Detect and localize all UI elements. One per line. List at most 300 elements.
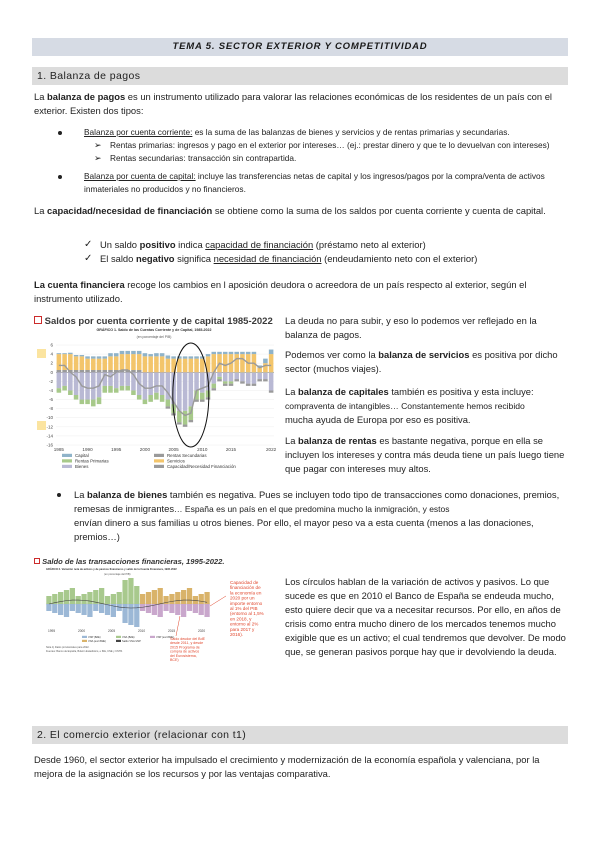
chart2-annotation-line: la economía en <box>230 590 262 596</box>
chart1-bar <box>217 372 222 377</box>
chart1-y-tick: -8 <box>48 406 53 412</box>
chart1-bar <box>120 351 125 354</box>
chart1-bar <box>217 352 222 354</box>
chart1-bar <box>229 384 234 386</box>
chart1-bar <box>206 390 211 397</box>
chart1-bar <box>183 411 188 425</box>
circles-paragraph: Los círculos hablan de la variación de activos y pasivos. Lo que sucede es que en 2010 el Banco de España se endeuda mucho, esto quiere decir que va a necesitar recursos. Por ello, en años de crisis como entra mucho dinero de los mercados tenemos mucho exigible que es un activo; el cual tendremos que devolver. De modo que, se generan pasivos porque hay que ir devolviendo la deuda. <box>285 576 566 657</box>
chart1-bar <box>166 359 171 373</box>
chart2-bar <box>146 604 151 613</box>
chart1-x-tick: 2015 <box>225 447 237 452</box>
chart2-annotation-line: 2015 Programa de <box>170 645 200 650</box>
chart2-bar <box>199 604 204 615</box>
chart2-bar <box>169 604 174 613</box>
chart1-bar <box>68 372 73 390</box>
chart2-bar <box>81 604 86 615</box>
chart1-bar <box>269 390 274 392</box>
bullet-cuenta-corriente: Balanza por cuenta corriente: es la suma de las balanzas de bienes y servicios y de rentas primarias y secundarias. <box>84 126 564 139</box>
chart1-bar <box>80 356 85 370</box>
chart1-bar <box>102 370 107 372</box>
chart1-bar <box>211 388 216 390</box>
chart1-x-tick: 2005 <box>168 447 179 452</box>
chart1-header: Saldos por cuenta corriente y de capital 1985-2022 <box>34 316 282 327</box>
chart1-bar <box>177 372 182 411</box>
check-icon: ✓ <box>84 253 93 264</box>
right-p4: La balanza de rentas es bastante negativa, porque en ella se incluyen los intereses y contra más deuda tiene un país luego tiene que pagar con intereses muy altos. <box>285 435 565 474</box>
chart1-bar <box>62 372 67 386</box>
chart1-bar <box>263 363 268 372</box>
chart1-bar <box>125 372 130 386</box>
chart1-bar <box>189 359 194 373</box>
chart2-x-tick: 2005 <box>108 629 116 633</box>
chart1-bar <box>234 352 239 354</box>
chart2-x-tick: 2000 <box>78 629 86 633</box>
chart1-bar <box>183 425 188 427</box>
bullet-dot-icon <box>57 493 61 497</box>
chart1-bar <box>234 354 239 372</box>
chart2-legend-label: VNA (BdE) <box>122 636 135 639</box>
chart1-bar <box>97 359 102 370</box>
chart1-bar <box>143 400 148 405</box>
chart1-bar <box>74 370 79 372</box>
chart1-x-tick: 2000 <box>139 447 151 452</box>
chart1-bar <box>194 372 199 390</box>
chart2-bar <box>99 604 104 613</box>
chart2-bar <box>169 594 174 604</box>
chart1-bar <box>131 390 136 395</box>
chart2-bar <box>87 604 92 617</box>
chart1-bar <box>102 356 107 358</box>
chart1-bar <box>120 386 125 391</box>
chart1-bar <box>62 386 67 391</box>
chart2-legend-label: VNP (BdE) <box>88 636 101 639</box>
chart2-bar <box>58 592 63 604</box>
chart1-bar <box>62 370 67 372</box>
chart1-bar <box>108 372 113 386</box>
chart1-bar <box>234 379 239 381</box>
chart2-bar <box>134 586 139 604</box>
chart2-bar <box>111 594 116 604</box>
chart2-annotation-arrow <box>210 596 226 606</box>
chart1-bar <box>148 395 153 402</box>
chart1-bar <box>148 356 153 372</box>
chart1-bar <box>177 422 182 424</box>
chart1-bar <box>57 354 62 370</box>
comercio-paragraph: Desde 1960, el sector exterior ha impulsado el crecimiento y modernización de la economía española y valenciana, por la mejora de la asignación se los recursos y por las ventajas comparativa. <box>34 754 540 779</box>
chart1-bar <box>131 351 136 354</box>
bullet-balanza-bienes: La balanza de bienes también es negativa. Pues se incluyen todo tipo de transacciones como donaciones, premios, remesas de inmigrantes… España es un país en el que predomina mucho la inmigración, y estos envían dinero a sus familias u otros bienes. Por ello, el mayor peso va a esta cuenta (menos a las donaciones, premios…) <box>74 488 568 544</box>
chart1-bar <box>108 356 113 370</box>
chart2-bar <box>128 604 133 625</box>
chart1-bar <box>183 359 188 373</box>
chart1-bar <box>246 352 251 354</box>
chart1-y-tick: -16 <box>46 442 53 448</box>
chart1-bar <box>171 356 176 358</box>
chart2-bar <box>105 604 110 615</box>
chart1-bar <box>57 372 62 388</box>
chart2-bar <box>70 604 75 611</box>
chart2-legend-label: VNA (excl.BdE) <box>88 640 106 643</box>
chart2-bar <box>175 592 180 604</box>
chart1-series-line <box>59 359 271 416</box>
chart2-annotation-line: (entorno al 1,5% <box>230 611 264 617</box>
intro-paragraph: La balanza de pagos es un instrumento utilizado para valorar las relaciones económicas de los residentes de un país con el exterior. Existen dos tipos: <box>34 91 553 116</box>
chart1-bar <box>97 356 102 358</box>
chart1-y-tick: 4 <box>50 351 53 357</box>
chart1-bar <box>183 372 188 411</box>
chart1-bar <box>57 370 62 372</box>
chart2-annotation-arrow <box>176 616 180 636</box>
chart1-bar <box>85 359 90 370</box>
chart1-bar <box>102 386 107 393</box>
chart2-bar <box>140 594 145 604</box>
chart2-bar <box>146 592 151 604</box>
chart1-bar <box>85 372 90 399</box>
chart2-bar <box>199 594 204 604</box>
chart1-bar <box>80 370 85 372</box>
chart1-bar <box>211 352 216 354</box>
section-heading-balanza: 1. Balanza de pagos <box>32 67 568 85</box>
chart1-bar <box>229 352 234 354</box>
chart1-bar <box>143 353 148 356</box>
chart1-legend-swatch <box>62 454 72 457</box>
chart2-bar <box>64 604 69 617</box>
chart1-bar <box>154 353 159 356</box>
chart1-bar <box>183 356 188 358</box>
subitem-rentas-secundarias: ➢ Rentas secundarias: transacción sin contrapartida. <box>94 153 297 163</box>
chart1-legend-label: Bienes <box>75 464 89 469</box>
chart1-bar <box>189 372 194 406</box>
chart1-bar <box>200 372 205 392</box>
chart1-legend-label: Rentas Secundarias <box>167 453 207 458</box>
chart1-bar <box>252 372 257 383</box>
chart2-bar <box>93 604 98 611</box>
chart1-bar <box>97 370 102 372</box>
chart1-plot <box>34 327 282 481</box>
financial-paragraph: La cuenta financiera recoge los cambios en l aposición deudora o acreedora de un país respecto al exterior, según el instrumento utilizado. <box>34 279 527 304</box>
chart1-bar <box>120 372 125 386</box>
chart2-annotation-bottom <box>170 637 206 662</box>
chart1-bar <box>263 372 268 379</box>
chart2-legend-swatch <box>82 636 87 638</box>
chart1-bar <box>257 372 262 379</box>
chart2-bar <box>64 590 69 604</box>
chart2-bar <box>181 604 186 617</box>
chart1-bar <box>74 355 79 356</box>
chart1-bar <box>263 379 268 381</box>
chart1-bar <box>108 386 113 393</box>
chart1-bar <box>74 395 79 400</box>
chart1-x-tick: 1985 <box>53 447 64 452</box>
chart2-bar <box>193 604 198 613</box>
chart2-bar <box>158 604 163 617</box>
chart1-bar <box>269 350 274 355</box>
chart2-bar <box>87 592 92 604</box>
chart2-x-tick: 2015 <box>168 629 176 633</box>
chart1-bar <box>206 397 211 399</box>
chart1-bar <box>189 356 194 358</box>
chart1-legend-swatch <box>62 465 72 468</box>
chart2-bar <box>105 596 110 604</box>
chart1-bar <box>91 359 96 370</box>
chart1-y-tick: -14 <box>46 433 53 439</box>
capacity-paragraph: La capacidad/necesidad de financiación se obtiene como la suma de los saldos por cuenta corriente y cuenta de capital. <box>34 205 546 216</box>
chart2-annotation-line: financiación de <box>230 585 261 591</box>
check-icon: ✓ <box>84 239 93 250</box>
chart1-bar <box>160 395 165 402</box>
chart2-bar <box>128 578 133 604</box>
chart1-bar <box>154 393 159 400</box>
chart2-annotation-line: 2016). <box>230 632 244 637</box>
chart1-bar <box>160 372 165 395</box>
chart2-x-tick: 2010 <box>138 629 146 633</box>
chart1-x-tick: 2010 <box>197 447 208 452</box>
chart1-bar <box>108 353 113 356</box>
chart1-bar <box>97 397 102 404</box>
chart1-bar <box>189 420 194 422</box>
chart1-note-sticker <box>37 421 46 430</box>
chart1-bar <box>137 351 142 354</box>
chart1-bar <box>137 354 142 370</box>
chart2-annotation-line: 2020 por un <box>230 595 255 601</box>
chart1-unit: (en porcentaje del PIB) <box>136 335 172 339</box>
chart2-x-tick: 1995 <box>48 629 56 633</box>
chart1-bar <box>160 353 165 356</box>
chart1-bar <box>143 356 148 372</box>
chart1-bar <box>131 354 136 370</box>
chart2-legend-swatch <box>116 636 121 638</box>
chart1-bar <box>246 384 251 386</box>
right-p2: Podemos ver como la balanza de servicios es positiva por dicho sector (muchos viajes). <box>285 349 558 374</box>
chart2-bar <box>152 590 157 604</box>
checkbox-icon <box>34 558 40 564</box>
chart2-legend-label: Saldo VNA-VNP <box>122 640 141 643</box>
chart1-bar <box>229 372 234 381</box>
chart1-x-tick: 2022 <box>266 447 277 452</box>
chart1-bar <box>148 354 153 356</box>
chart1-bar <box>240 381 245 383</box>
chart1-bar <box>57 388 62 393</box>
chart1-bar <box>194 400 199 402</box>
chart1-bar <box>102 359 107 370</box>
chart1-y-tick: 0 <box>50 369 53 375</box>
chart1-bar <box>200 400 205 402</box>
chart2-annotation-line: del Eurosistema, <box>170 653 197 658</box>
chart1-x-tick: 1995 <box>111 447 122 452</box>
chart2-header: Saldo de las transacciones financieras, 1995-2022. <box>34 557 278 566</box>
chart2-annotation-line: BCE) <box>170 658 179 662</box>
chart2-bar <box>46 604 51 611</box>
chart1-bar <box>108 370 113 372</box>
chart1-legend-swatch <box>154 459 164 462</box>
chart1-bar <box>57 353 62 354</box>
check-positivo: ✓ Un saldo positivo indica capacidad de financiación (préstamo neto al exterior) <box>84 239 426 250</box>
arrow-icon: ➢ <box>94 153 102 163</box>
chart2-legend-swatch <box>150 636 155 638</box>
chart2-bar <box>163 604 168 611</box>
chart1-bar <box>217 379 222 381</box>
chart1-bar <box>154 372 159 392</box>
chart1-bar <box>137 370 142 372</box>
chart2-note: Fuentes: Banco de España, Boletín Estadístico, e INE, CNE y CNTR. <box>46 650 123 653</box>
chart1-bar <box>223 354 228 372</box>
chart1-y-tick: -4 <box>48 387 53 393</box>
chart1-y-tick: -2 <box>48 378 53 384</box>
chart2-bar <box>81 594 86 604</box>
chart1-bar <box>114 388 119 393</box>
chart1-bar <box>80 355 85 356</box>
chart2-annotation-line: importe entorno <box>230 600 263 606</box>
chart2-bar <box>204 604 209 617</box>
chart1-bar <box>62 353 67 354</box>
chart2-annotation-right <box>230 580 264 637</box>
chart2-bar <box>158 588 163 604</box>
chart1-bar <box>223 352 228 354</box>
subitem-rentas-primarias: ➢ Rentas primarias: ingresos y pago en el exterior por intereses… (ej.: prestar dinero y que te lo devuelvan con intereses) <box>94 140 550 150</box>
chart1-bar <box>68 354 73 370</box>
chart1-bar <box>91 400 96 407</box>
chart2-bar <box>58 604 63 615</box>
chart1-legend-label: Rentas Primarias <box>75 458 109 464</box>
chart2-bar <box>52 604 57 613</box>
chart1-y-tick: -10 <box>46 415 53 421</box>
chart1-bar <box>223 381 228 383</box>
chart1-bar <box>217 377 222 379</box>
chart2-plot <box>34 566 278 678</box>
chart1-bar <box>240 352 245 354</box>
chart1-bar <box>240 372 245 381</box>
chart2-bar <box>46 596 51 604</box>
chart1-bar <box>246 372 251 383</box>
chart1-legend-swatch <box>154 465 164 468</box>
chart1-bar <box>125 354 130 370</box>
chart1-bar <box>114 353 119 356</box>
chart1-bar <box>269 372 274 390</box>
chart1-bar <box>74 356 79 370</box>
bullet-dot-icon <box>58 175 62 179</box>
bullet-dot-icon <box>58 131 62 135</box>
chart1-bar <box>160 356 165 372</box>
chart1-bar <box>137 395 142 400</box>
chart1-subtitle: GRÁFICO 1. Saldo de las Cuentas Corriente y de Capital, 1985-2022 <box>96 328 212 332</box>
chart1-bar <box>80 400 85 405</box>
chart2-bar <box>187 604 192 611</box>
chart1-bar <box>114 372 119 388</box>
arrow-icon: ➢ <box>94 140 102 150</box>
chart1-bar <box>68 390 73 395</box>
chart2-bar <box>122 604 127 623</box>
chart1-bar <box>240 354 245 372</box>
chart2-bar <box>181 590 186 604</box>
chart1-bar <box>91 370 96 372</box>
chart1-y-tick: -12 <box>46 424 53 430</box>
chart2-bar <box>122 580 127 604</box>
chart1-bar <box>114 356 119 370</box>
chart1-bar <box>68 353 73 354</box>
chart2-annotation-line: compra de activos <box>170 649 200 654</box>
chart1-legend-label: Servicios <box>167 458 185 464</box>
chart2-bar <box>70 588 75 604</box>
chart1-bar <box>154 356 159 372</box>
chart1-bar <box>257 379 262 381</box>
chart1-legend-label: Capital <box>75 453 89 458</box>
chart1-legend-swatch <box>154 454 164 457</box>
chart1-bar <box>166 400 171 407</box>
chart2-annotation-line: Capacidad de <box>230 580 259 585</box>
chart2-legend-label: VNP (excl.BdE) <box>156 636 174 639</box>
chart1-bar <box>148 372 153 395</box>
right-p3: La balanza de capitales también es positiva y esta incluye: compraventa de intangibles… Constantemente hemos recibido mucha ayuda de Europa por eso es positiva. <box>285 386 534 425</box>
chart1-bar <box>194 356 199 358</box>
chart1-bar <box>125 351 130 354</box>
chart2-annotation-line: desde 2011, y desde <box>170 641 204 646</box>
chart1-bar <box>85 370 90 372</box>
chart2-bar <box>99 588 104 604</box>
chart2-unit: (en porcentaje del PIB) <box>104 573 131 576</box>
check-negativo: ✓ El saldo negativo significa necesidad de financiación (endeudamiento neto con el exterior) <box>84 253 478 264</box>
chart1-x-tick: 1990 <box>82 447 93 452</box>
chart2-bar <box>187 588 192 604</box>
chart1-bar <box>85 400 90 405</box>
page-title: TEMA 5. SECTOR EXTERIOR Y COMPETITIVIDAD <box>32 38 568 56</box>
chart2-x-tick: 2020 <box>198 629 206 633</box>
chart2-bar <box>117 592 122 604</box>
chart2-legend-swatch <box>82 640 87 642</box>
chart2-bar <box>193 596 198 604</box>
chart2-note: Nota 1) Datos provisionales para 2022. <box>46 646 90 649</box>
chart1-bar <box>91 356 96 358</box>
chart2-legend-swatch <box>116 640 121 642</box>
chart2-annotation-line: para 2017 y <box>230 626 255 632</box>
chart1-note-sticker <box>37 349 46 358</box>
chart2-annotation-line: Saldo deudor del BdE <box>170 637 205 641</box>
chart1-bar <box>269 354 274 372</box>
chart1-bar <box>194 359 199 373</box>
chart1-bar <box>200 393 205 400</box>
chart1-bar <box>234 372 239 379</box>
chart1-bar <box>263 359 268 364</box>
checkbox-icon <box>34 316 42 324</box>
right-p1: La deuda no para subir, y eso lo podemos ver reflejado en la balanza de pagos. <box>285 315 537 340</box>
chart2-bar <box>76 604 81 613</box>
chart-transacciones-financieras <box>34 557 278 679</box>
chart1-bar <box>143 372 148 399</box>
chart2-subtitle: GRÁFICO 2. Variación neta de activos y de pasivos financieros y saldo de la Cuenta Financiera, 1995-2022 <box>46 568 177 571</box>
section-heading-comercio: 2. El comercio exterior (relacionar con t1) <box>32 726 568 744</box>
chart1-bar <box>252 352 257 354</box>
chart1-y-tick: 2 <box>50 360 53 366</box>
chart1-bar <box>91 372 96 399</box>
chart1-y-tick: -6 <box>48 397 53 403</box>
chart2-bar <box>175 604 180 615</box>
chart2-annotation-line: al 1% del PIB <box>230 606 258 611</box>
chart1-bar <box>131 370 136 372</box>
chart1-bar <box>223 384 228 386</box>
chart1-bar <box>229 381 234 383</box>
chart1-y-tick: 6 <box>50 342 53 348</box>
chart1-legend-label: Capacidad/Necesidad Financiación <box>167 464 236 469</box>
chart1-bar <box>252 384 257 386</box>
bullet-cuenta-capital: Balanza por cuenta de capital: incluye las transferencias netas de capital y los ingresos/pagos por la compra/venta de activos inmateriales no producidos y no financieros. <box>84 170 566 196</box>
chart2-annotation-line: en 2018, y <box>230 616 252 622</box>
chart1-legend-swatch <box>62 459 72 462</box>
chart1-bar <box>85 356 90 358</box>
chart1-bar <box>211 384 216 389</box>
chart2-annotation-line: entorno al 2% <box>230 621 259 627</box>
chart1-bar <box>206 354 211 356</box>
chart1-bar <box>125 386 130 391</box>
chart1-bar <box>120 354 125 370</box>
